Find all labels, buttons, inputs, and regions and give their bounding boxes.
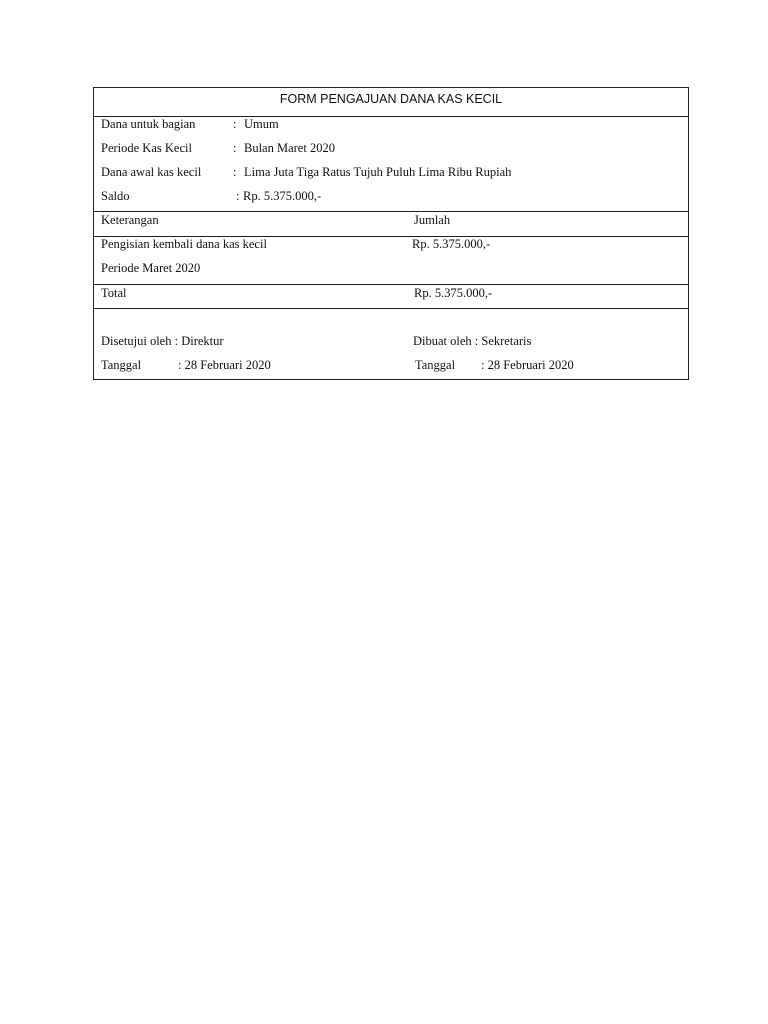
info-label-saldo: Saldo	[101, 189, 130, 203]
info-label-dana-untuk-bagian: Dana untuk bagian	[101, 117, 196, 131]
info-sep: :	[233, 141, 237, 155]
info-value-periode: Bulan Maret 2020	[244, 141, 335, 155]
made-date-label: Tanggal	[415, 358, 456, 372]
made-by: Dibuat oleh : Sekretaris	[413, 334, 532, 348]
form-title: FORM PENGAJUAN DANA KAS KECIL	[279, 92, 503, 106]
info-value-dana-awal: Lima Juta Tiga Ratus Tujuh Puluh Lima Ribu Rupiah	[244, 165, 512, 179]
item-description-line2: Periode Maret 2020	[101, 261, 201, 275]
total-label: Total	[101, 286, 127, 300]
header-jumlah: Jumlah	[414, 213, 451, 227]
info-sep: :	[236, 189, 240, 203]
info-value-bagian: Umum	[244, 117, 279, 131]
info-value-saldo: Rp. 5.375.000,-	[243, 189, 322, 203]
made-date: : 28 Februari 2020	[481, 358, 574, 372]
info-label-periode: Periode Kas Kecil	[101, 141, 192, 155]
info-label-dana-awal: Dana awal kas kecil	[101, 165, 202, 179]
info-divider	[94, 211, 688, 212]
approved-date-label: Tanggal	[101, 358, 142, 372]
petty-cash-form	[93, 87, 689, 380]
approved-date: : 28 Februari 2020	[178, 358, 271, 372]
info-sep: :	[233, 117, 237, 131]
total-divider	[94, 308, 688, 309]
approved-by: Disetujui oleh : Direktur	[101, 334, 224, 348]
item-divider	[94, 284, 688, 285]
header-keterangan: Keterangan	[101, 213, 159, 227]
item-description-line1: Pengisian kembali dana kas kecil	[101, 237, 267, 251]
info-sep: :	[233, 165, 237, 179]
total-amount: Rp. 5.375.000,-	[414, 286, 493, 300]
item-amount: Rp. 5.375.000,-	[412, 237, 491, 251]
